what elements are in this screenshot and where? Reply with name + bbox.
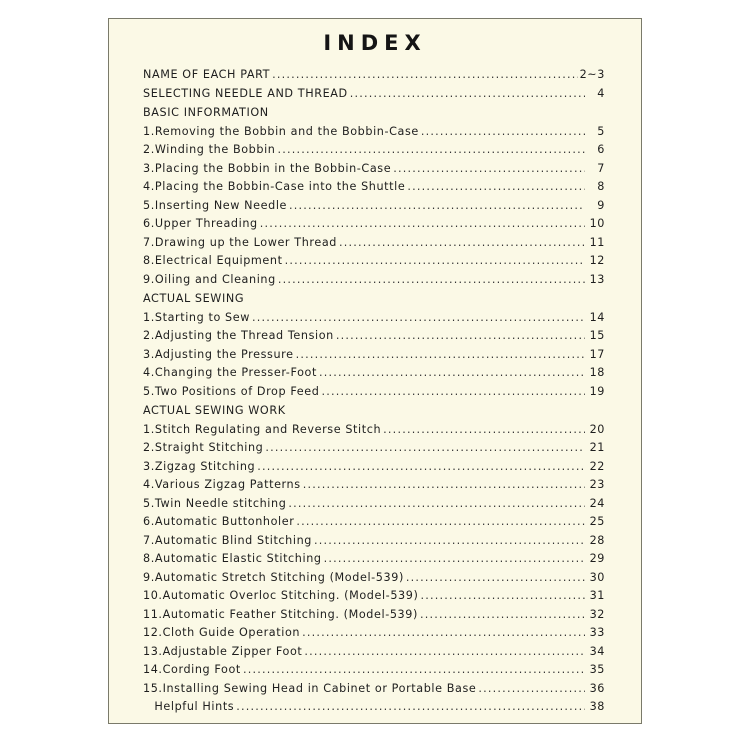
dot-leader [302,626,585,639]
dot-leader [339,236,585,249]
toc-entry-number: 5. [143,384,155,398]
section-heading-label: ACTUAL SEWING WORK [143,404,286,417]
toc-entry [143,682,605,701]
toc-entry-number: 3. [143,459,155,473]
toc-entry-number: 13. [143,644,163,658]
toc-entry-page-number: 20 [589,422,605,436]
section-heading-label: BASIC INFORMATION [143,106,269,119]
toc-entry-label: Changing the Presser-Foot [154,366,317,379]
toc-entry-label: Twin Needle stitching [154,496,287,510]
toc-entry [143,199,605,218]
toc-entry-number: 6. [143,515,155,528]
toc-entry-page-number: 28 [589,533,605,547]
toc-entry [143,478,605,497]
toc-entry-number: 10. [143,589,163,602]
toc-entry-number: 7. [143,533,155,547]
dot-leader [420,608,585,621]
toc-entry-label: Removing the Bobbin and the Bobbin-Case [154,124,419,138]
toc-entry-page-number: 7 [597,161,605,175]
toc-entry [143,87,605,106]
toc-entry-page-number: 22 [589,459,605,473]
toc-entry-label: Zigzag Stitching [154,459,256,473]
dot-leader [350,87,585,100]
dot-leader [324,552,585,565]
dot-leader [278,273,585,286]
toc-entry-page-number: 12 [589,254,605,267]
toc-entry-number: 8. [143,254,155,267]
toc-entry [143,217,605,236]
dot-leader [336,329,585,342]
section-heading [143,106,605,125]
toc-entry-page-number: 15 [589,329,605,342]
toc-entry-label: Installing Sewing Head in Cabinet or Portable Base [162,681,477,695]
toc-entry-number: 8. [143,552,155,565]
dot-leader [252,311,585,324]
dot-leader [420,589,585,602]
dot-leader [296,348,585,361]
toc-entry-page-number: 23 [589,478,605,491]
section-heading [143,404,605,423]
toc-entry-page-number: 8 [597,180,605,193]
toc-entry [143,700,605,719]
toc-entry [143,423,605,442]
toc-entry-page-number: 6 [597,143,605,156]
toc-entry [143,180,605,199]
toc-entry [143,460,605,479]
toc-entry-number: 9. [143,570,155,584]
toc-entry-label: Inserting New Needle [154,198,288,212]
toc-entry-label: Oiling and Cleaning [154,272,276,286]
toc-entry-page-number: 5 [597,124,605,138]
toc-entry-label: Upper Threading [154,217,258,230]
toc-entry-page-number: 18 [589,366,605,379]
dot-leader [260,217,585,230]
toc-entry-label: Starting to Sew [154,310,250,324]
toc-entry [143,608,605,627]
toc-entry-number: 1. [143,422,155,436]
dot-leader [243,663,585,676]
dot-leader [478,682,585,695]
toc-entry-number: 1. [143,310,155,324]
toc-entry-label: Cloth Guide Operation [162,626,301,639]
toc-entry-label: Helpful Hints [154,700,235,713]
dot-leader [278,143,586,156]
toc-entry-number: 9. [143,272,155,286]
toc-entry-number: 7. [143,235,155,249]
toc-entry-label: Automatic Stretch Stitching (Model-539) [154,570,404,584]
toc-entry-label: Various Zigzag Patterns [154,478,301,491]
toc-entry-label: Adjusting the Pressure [154,347,294,361]
toc-entry-number: 14. [143,663,163,676]
toc-entry-page-number: 38 [589,700,605,713]
dot-leader [406,571,585,584]
toc-entry-number: 3. [143,161,155,175]
toc-entry-page-number: 30 [589,570,605,584]
toc-entry-label: Two Positions of Drop Feed [154,384,320,398]
toc-entry-number: 15. [143,681,163,695]
toc-entry-page-number: 4 [597,86,605,100]
toc-entry-label: Placing the Bobbin-Case into the Shuttle [154,180,406,193]
toc-entry-label: Automatic Overloc Stitching. (Model-539) [162,589,419,602]
toc-entry-page-number: 2~3 [579,68,605,81]
toc-entry [143,236,605,255]
toc-entry [143,441,605,460]
toc-entry-label: Placing the Bobbin in the Bobbin-Case [154,161,392,175]
toc-entry-number: 2. [143,441,155,454]
dot-leader [314,534,585,547]
toc-entry-number: 4. [143,478,155,491]
toc-entry-number: 1. [143,124,155,138]
toc-entry [143,125,605,144]
dot-leader [321,385,585,398]
dot-leader [319,366,585,379]
toc-entry [143,645,605,664]
toc-entry-number: 4. [143,366,155,379]
dot-leader [393,162,585,175]
toc-entry [143,571,605,590]
toc-entry [143,515,605,534]
toc-entry-page-number: 29 [589,552,605,565]
toc-entry-number: 11. [143,607,163,621]
toc-entry-page-number: 33 [589,626,605,639]
toc-entry-number: 4. [143,180,155,193]
toc-entry-label: Winding the Bobbin [154,143,276,156]
toc-entry [143,162,605,181]
toc-entry-page-number: 19 [589,384,605,398]
dot-leader [303,478,585,491]
table-of-contents [143,68,605,719]
toc-entry-number: 3. [143,347,155,361]
dot-leader [285,254,585,267]
toc-entry [143,273,605,292]
toc-entry-label: Drawing up the Lower Thread [154,235,338,249]
toc-entry-page-number: 13 [589,272,605,286]
dot-leader [265,441,585,454]
dot-leader [383,423,585,436]
toc-entry-page-number: 32 [589,607,605,621]
toc-entry [143,329,605,348]
toc-entry-label: Straight Stitching [154,441,264,454]
toc-entry [143,497,605,516]
toc-entry-page-number: 25 [589,515,605,528]
toc-entry [143,348,605,367]
toc-entry-label: Electrical Equipment [154,254,283,267]
toc-entry-page-number: 21 [589,441,605,454]
toc-entry [143,311,605,330]
dot-leader [257,460,585,473]
toc-entry [143,254,605,273]
toc-entry [143,626,605,645]
dot-leader [304,645,585,658]
dot-leader [407,180,585,193]
toc-entry [143,552,605,571]
toc-entry-page-number: 36 [589,681,605,695]
dot-leader [296,515,585,528]
toc-entry [143,385,605,404]
toc-entry-page-number: 10 [589,217,605,230]
index-page [108,18,642,724]
toc-entry-label: Automatic Buttonholer [154,515,295,528]
toc-entry-number: 5. [143,496,155,510]
toc-entry-label: Adjustable Zipper Foot [162,644,303,658]
toc-entry-label: NAME OF EACH PART [143,68,271,81]
toc-entry-label: Adjusting the Thread Tension [154,329,334,342]
toc-entry-number: 6. [143,217,155,230]
toc-entry-page-number: 11 [589,235,605,249]
toc-entry [143,143,605,162]
dot-leader [236,700,585,713]
dot-leader [272,68,578,81]
toc-entry-number: 2. [143,143,155,156]
section-heading-label: ACTUAL SEWING [143,292,245,305]
toc-entry-page-number: 24 [589,496,605,510]
section-heading [143,292,605,311]
toc-entry [143,589,605,608]
toc-entry [143,68,605,87]
dot-leader [288,497,585,510]
toc-entry-label: Automatic Feather Stitching. (Model-539) [162,607,418,621]
toc-entry [143,534,605,553]
toc-entry-page-number: 14 [589,310,605,324]
toc-entry-page-number: 17 [589,347,605,361]
toc-entry-number: 12. [143,626,163,639]
dot-leader [289,199,585,212]
toc-entry-page-number: 9 [597,198,605,212]
toc-entry [143,366,605,385]
toc-entry-label: Automatic Elastic Stitching [154,552,322,565]
page-title: INDEX [323,31,427,55]
dot-leader [421,125,585,138]
toc-entry-label: Stitch Regulating and Reverse Stitch [154,422,382,436]
toc-entry-page-number: 35 [589,663,605,676]
toc-entry-label: Automatic Blind Stitching [154,533,312,547]
toc-entry-page-number: 31 [589,589,605,602]
toc-entry-page-number: 34 [589,644,605,658]
toc-entry-label: Cording Foot [162,663,241,676]
toc-entry-number: 2. [143,329,155,342]
toc-entry [143,663,605,682]
toc-entry-label: SELECTING NEEDLE AND THREAD [143,86,348,100]
toc-entry-number: 5. [143,198,155,212]
